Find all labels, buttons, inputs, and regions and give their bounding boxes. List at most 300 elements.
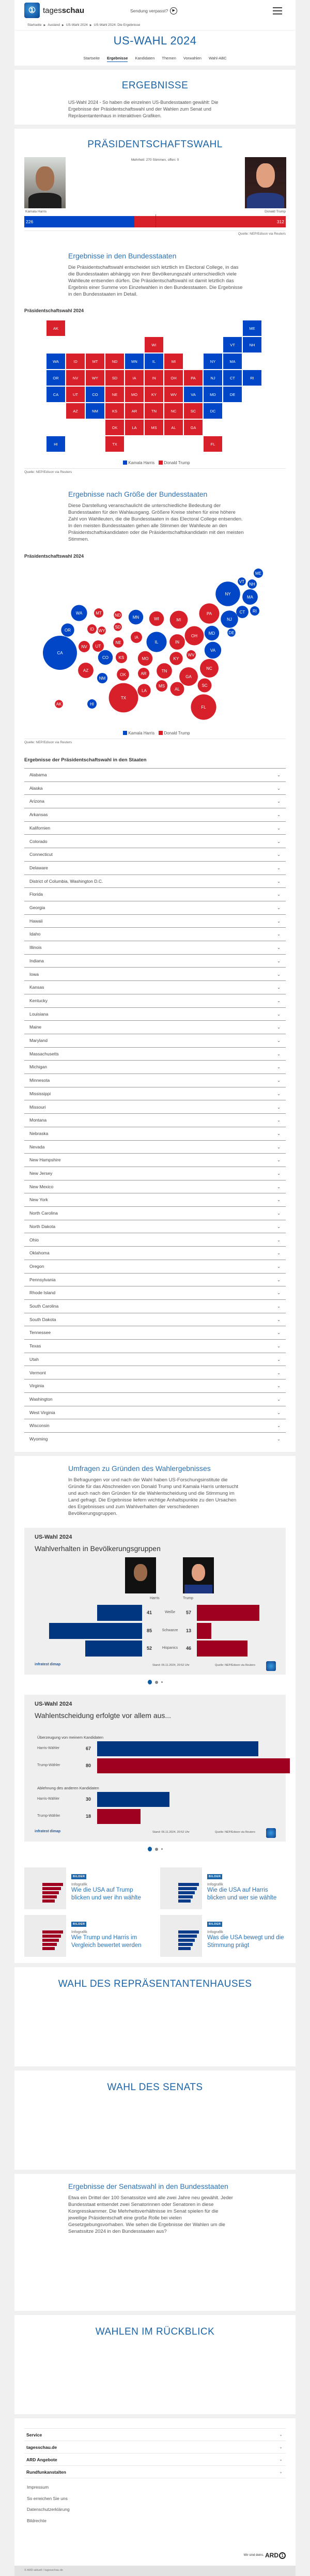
state-row[interactable] (24, 1048, 286, 1061)
state-name: Nebraska (29, 1130, 49, 1136)
ard-logo-text: ARD (265, 2552, 278, 2559)
ard-one-icon: 1 (279, 2552, 286, 2559)
state-label: NC (171, 409, 177, 413)
breadcrumb-separator-icon: ▶ (61, 24, 64, 27)
presidential-title: PRÄSIDENTSCHAFTSWAHL (87, 139, 223, 150)
state-label: GA (190, 425, 196, 430)
state-label: PA (191, 376, 196, 380)
state-name: Washington (29, 1396, 53, 1402)
state-label: IA (132, 376, 136, 380)
bubble-label: MI (176, 618, 181, 622)
chevron-down-icon: ⌄ (277, 1105, 281, 1110)
section-title: US-WAHL 2024 (113, 34, 197, 47)
thumbnail-bar (42, 1935, 61, 1938)
state-row[interactable] (24, 862, 286, 875)
state-row[interactable] (24, 808, 286, 822)
state-row[interactable] (24, 1406, 286, 1420)
chevron-down-icon: ⌄ (279, 2445, 283, 2449)
tab-kandidaten[interactable]: Kandidaten (135, 56, 155, 60)
hamburger-icon (273, 7, 282, 14)
senate-results-card (14, 2174, 296, 2311)
row-label: Trump-Wähler (37, 1814, 60, 1818)
state-name: Iowa (29, 971, 39, 977)
infratest-logo: infratest dimap (35, 1663, 61, 1666)
breadcrumb-separator-icon: ▶ (89, 24, 92, 27)
state-row[interactable] (24, 901, 286, 915)
state-label: UT (73, 392, 78, 397)
intro-card (14, 70, 296, 125)
state-row[interactable] (24, 1393, 286, 1406)
chevron-down-icon: ⌄ (277, 812, 281, 818)
footer (14, 2418, 296, 2576)
state-row[interactable] (24, 1167, 286, 1180)
bubble-label: NE (115, 640, 121, 645)
chart-stand: Stand: 06.11.2024, 20:52 Uhr (152, 1664, 190, 1667)
state-row[interactable] (24, 915, 286, 928)
carousel-dot-active[interactable] (148, 1680, 152, 1684)
legend-trump: Donald Trump (164, 461, 190, 465)
chevron-down-icon: ⌄ (277, 1304, 281, 1309)
value-harris: 52 (147, 1646, 152, 1651)
bubble-label: GA (185, 674, 192, 679)
state-row[interactable] (24, 1101, 286, 1114)
bar-trump (197, 1640, 247, 1657)
state-label: FL (210, 442, 215, 447)
thumbnail-bar (42, 1895, 57, 1898)
state-name: Arizona (29, 799, 44, 804)
state-row[interactable] (24, 1433, 286, 1446)
state-row[interactable] (24, 1034, 286, 1048)
row-label: Harris-Wähler (37, 1746, 60, 1750)
state-row[interactable] (24, 1021, 286, 1034)
teaser-title[interactable]: Wie die USA auf Harris blicken und wer sie wählte (207, 1887, 277, 1901)
category-label: Hispanics (162, 1646, 178, 1650)
bubble-label: CT (239, 610, 245, 615)
state-row[interactable] (24, 1180, 286, 1194)
chart-source: Quelle: NEP/Edison via Reuters (215, 1664, 255, 1667)
teaser-badge: BILDER (71, 1922, 86, 1927)
state-label: MI (171, 359, 176, 364)
state-row[interactable] (24, 1234, 286, 1247)
row-label: Harris-Wähler (37, 1797, 60, 1801)
list-heading: Ergebnisse der Präsidentschaftswahl in den Staaten (24, 757, 147, 763)
bubble-label: MS (159, 684, 165, 688)
size-text: Diese Darstellung veranschaulicht die unterschiedliche Bedeutung der Bundesstaaten für den Wahlausgang. Größere Kreise stehen für eine höhere Zahl von Wahlleuten, die die Bundesstaaten in das Electoral College entsenden. In den meisten Bundesstaaten gehen alle Stimmen der Wahlleute an den Präsidentschaftskandidaten oder die Präsidentschaftskandidatin mit den meisten Stimmen. (68, 503, 244, 542)
tab-ergebnisse[interactable]: Ergebnisse (107, 56, 128, 62)
state-row[interactable] (24, 1141, 286, 1154)
legend-harris: Kamala Harris (128, 461, 155, 465)
chevron-down-icon: ⌄ (277, 945, 281, 950)
breadcrumb-item[interactable]: US-Wahl 2024 (66, 23, 88, 27)
footer-section-label: Rundfunkanstalten (26, 2470, 66, 2475)
chevron-down-icon: ⌄ (277, 1051, 281, 1056)
footer-section[interactable] (24, 2441, 286, 2454)
chevron-down-icon: ⌄ (277, 1038, 281, 1043)
state-row[interactable] (24, 981, 286, 994)
harris-bar (24, 216, 134, 227)
thumbnail-bar (178, 1895, 193, 1898)
state-row[interactable] (24, 782, 286, 795)
value-harris: 41 (147, 1610, 152, 1615)
footer-link[interactable]: Datenschutzerklärung (27, 2507, 70, 2512)
chart-kicker: US-Wahl 2024 (35, 1534, 72, 1540)
state-row[interactable] (24, 941, 286, 955)
state-name: Michigan (29, 1064, 48, 1070)
teaser-thumbnail[interactable] (24, 1915, 66, 1957)
trump-photo-small (183, 1557, 214, 1593)
footer-section-label: tagesschau.de (26, 2445, 57, 2450)
chevron-down-icon: ⌄ (277, 1370, 281, 1375)
teaser-badge: BILDER (207, 1874, 222, 1879)
chevron-down-icon: ⌄ (277, 1025, 281, 1030)
teaser[interactable] (207, 1918, 285, 1950)
state-row[interactable] (24, 1193, 286, 1207)
teaser-kind: Infografik (207, 1929, 223, 1934)
bubble-label: Präsidentschaftswahl 2024 (24, 554, 84, 559)
state-label: WA (53, 359, 59, 364)
chevron-down-icon: ⌄ (277, 1397, 281, 1402)
map-label: Präsidentschaftswahl 2024 (24, 308, 84, 313)
state-row[interactable] (24, 888, 286, 901)
carousel-dot[interactable] (161, 1681, 163, 1683)
bubble-label: VT (239, 579, 245, 584)
teaser-title[interactable]: Was die USA bewegt und die Stimmung prägt (207, 1935, 284, 1949)
state-label: IN (152, 376, 156, 380)
state-label: ME (249, 326, 255, 331)
teaser-title[interactable]: Wie die USA auf Trump blicken und wer ihn wählte (71, 1887, 141, 1901)
state-label: ID (73, 359, 78, 364)
footer-link[interactable]: Impressum (27, 2485, 49, 2490)
senate-title: WAHL DES SENATS (107, 2082, 203, 2093)
chart-source: Quelle: NEP/Edison via Reuters (215, 1831, 255, 1834)
chevron-down-icon: ⌄ (277, 1410, 281, 1415)
chevron-down-icon: ⌄ (279, 2470, 283, 2474)
bubble-label: MT (96, 611, 102, 616)
chevron-down-icon: ⌄ (277, 932, 281, 937)
thumbnail-bar (178, 1935, 197, 1938)
bubble-label: FL (201, 705, 206, 710)
state-name: Texas (29, 1343, 41, 1349)
bubble-label: OK (120, 672, 126, 677)
bubble-label: IA (134, 635, 138, 640)
bar-harris (85, 1640, 142, 1657)
footer-link[interactable]: Bildrechte (27, 2518, 47, 2524)
bubble-label: AZ (83, 668, 89, 673)
majority-note: Mehrheit: 270 Stimmen, offen: 0 (131, 158, 179, 162)
chevron-down-icon: ⌄ (277, 1330, 281, 1336)
chevron-down-icon: ⌄ (277, 1264, 281, 1269)
state-row[interactable] (24, 1260, 286, 1274)
breadcrumb-item[interactable]: Ausland (48, 23, 60, 27)
breadcrumb-separator-icon: ▶ (43, 24, 46, 27)
state-row[interactable] (24, 1286, 286, 1300)
state-row[interactable] (24, 875, 286, 888)
chevron-down-icon: ⌄ (277, 1131, 281, 1136)
thumbnail-bar (42, 1899, 55, 1903)
bar-harris (49, 1623, 142, 1639)
state-row[interactable] (24, 848, 286, 862)
survey-card (14, 1456, 296, 1963)
chevron-down-icon: ⌄ (277, 879, 281, 884)
bubble-label: MO (142, 656, 149, 661)
state-row[interactable] (24, 1274, 286, 1287)
bubble-label: LA (142, 688, 147, 693)
state-label: HI (54, 442, 58, 447)
chevron-down-icon: ⌄ (277, 1211, 281, 1216)
state-name: Illinois (29, 945, 42, 950)
bubble-label: IN (175, 640, 179, 645)
carousel-dot[interactable] (155, 1848, 158, 1851)
state-row[interactable] (24, 955, 286, 968)
state-name: Florida (29, 892, 43, 897)
carousel-dot[interactable] (155, 1681, 158, 1684)
teaser[interactable] (71, 1918, 149, 1950)
state-row[interactable] (24, 968, 286, 982)
state-label: AL (171, 425, 176, 430)
chevron-down-icon: ⌄ (277, 1277, 281, 1282)
teaser-badge: BILDER (71, 1874, 86, 1879)
bubble-label: AR (141, 671, 147, 676)
trump-name: Donald Trump (265, 210, 286, 213)
state-name: North Carolina (29, 1210, 58, 1216)
state-name: Minnesota (29, 1078, 50, 1083)
bubble-label: HI (90, 702, 94, 707)
state-label: MT (92, 359, 98, 364)
breadcrumb-item[interactable]: Startseite (27, 23, 42, 27)
state-name: New Mexico (29, 1184, 54, 1189)
teaser-title[interactable]: Wie Trump und Harris im Vergleich bewertet werden (71, 1935, 142, 1949)
history-card (14, 2315, 296, 2414)
bubble-label: VA (210, 648, 216, 653)
play-icon: ▶ (170, 7, 177, 14)
state-name: Alabama (29, 772, 47, 777)
section-tabs (14, 56, 296, 60)
chevron-down-icon: ⌄ (277, 1357, 281, 1362)
row-value: 80 (86, 1763, 91, 1768)
state-name: Kalifornien (29, 825, 51, 831)
bubble-label: ND (115, 613, 121, 618)
state-row[interactable] (24, 1074, 286, 1087)
chart-title: Wahlverhalten in Bevölkerungsgruppen (35, 1544, 161, 1553)
bubble-label: NV (81, 645, 87, 649)
state-row[interactable] (24, 769, 286, 782)
bubble-label: DE (228, 631, 235, 635)
state-row[interactable] (24, 994, 286, 1008)
state-name: Oklahoma (29, 1250, 50, 1256)
chevron-down-icon: ⌄ (277, 892, 281, 897)
state-label: NM (92, 409, 98, 413)
state-name: Mississippi (29, 1091, 51, 1096)
chevron-down-icon: ⌄ (277, 958, 281, 963)
thumbnail-bar (42, 1943, 57, 1946)
chevron-down-icon: ⌄ (277, 773, 281, 777)
state-row[interactable] (24, 1008, 286, 1021)
chevron-down-icon: ⌄ (277, 1118, 281, 1123)
bubble-label: WI (154, 617, 159, 621)
state-label: DE (229, 392, 236, 397)
thumbnail-bar (178, 1883, 199, 1886)
teaser-kind: Infografik (71, 1882, 87, 1887)
size-heading: Ergebnisse nach Größe der Bundesstaaten (68, 490, 208, 498)
tab-vorwahlen[interactable]: Vorwahlen (183, 56, 202, 60)
state-label: NH (249, 343, 255, 347)
state-row[interactable] (24, 1353, 286, 1367)
group-label: Ablehnung des anderen Kandidaten (37, 1786, 99, 1790)
history-title: WAHLEN IM RÜCKBLICK (95, 2326, 215, 2337)
state-label: AR (131, 409, 137, 413)
missed-show-link[interactable] (130, 7, 177, 14)
state-row[interactable] (24, 1300, 286, 1313)
thumbnail-bar (42, 1883, 63, 1886)
bubble-label: WV (188, 653, 195, 657)
thumbnail-bar (42, 1887, 61, 1890)
carousel-dots[interactable] (14, 1678, 296, 1687)
thumbnail-bar (42, 1891, 59, 1894)
state-name: Nevada (29, 1144, 45, 1149)
ard-logo[interactable] (244, 2552, 286, 2559)
chevron-down-icon: ⌄ (277, 1144, 281, 1149)
state-row[interactable] (24, 1207, 286, 1220)
state-label: MO (131, 392, 138, 397)
footer-section[interactable] (24, 2429, 286, 2441)
footer-section[interactable] (24, 2466, 286, 2478)
chevron-down-icon: ⌄ (277, 1291, 281, 1296)
state-row[interactable] (24, 1114, 286, 1127)
bubble-label: ID (90, 627, 94, 632)
bubble-source: Quelle: NEP/Edison via Reuters (24, 741, 72, 744)
value-harris: 85 (147, 1628, 152, 1633)
state-row[interactable] (24, 928, 286, 941)
bubble-label: NM (99, 676, 106, 681)
state-row[interactable] (24, 795, 286, 808)
state-row[interactable] (24, 1326, 286, 1340)
bubble-label: SC (202, 683, 208, 688)
teaser[interactable] (71, 1870, 149, 1902)
thumbnail-bar (178, 1930, 199, 1934)
state-row[interactable] (24, 822, 286, 835)
bar-harris (97, 1605, 142, 1621)
group-label: Überzeugung von meinem Kandidaten (37, 1735, 104, 1740)
state-label: NJ (210, 376, 215, 380)
chevron-down-icon: ⌄ (277, 1198, 281, 1203)
teaser-thumbnail[interactable] (160, 1867, 202, 1909)
logo-text-bold: schau (61, 6, 85, 15)
bubble-label: CA (57, 651, 63, 655)
menu-button[interactable] (273, 7, 282, 14)
missed-show-label: Sendung verpasst? (130, 8, 168, 13)
chevron-down-icon: ⌄ (277, 918, 281, 924)
bubble-label: SD (115, 625, 121, 630)
state-name: Louisiana (29, 1011, 49, 1017)
state-name: Ohio (29, 1237, 39, 1243)
bubble-label: WA (75, 611, 83, 616)
carousel-dot-active[interactable] (148, 1847, 152, 1851)
us-election-map[interactable] (47, 320, 264, 455)
thumbnail-bar (42, 1939, 59, 1942)
carousel-dots[interactable] (14, 1845, 296, 1854)
harris-photo (24, 157, 66, 208)
teaser-thumbnail[interactable] (160, 1915, 202, 1957)
bar (97, 1809, 141, 1824)
category-label: Weiße (164, 1611, 176, 1614)
state-name: North Dakota (29, 1223, 56, 1229)
bubble-label: WY (98, 628, 105, 633)
bubble-chart[interactable] (14, 566, 296, 721)
footer-link[interactable]: So erreichen Sie uns (27, 2495, 68, 2501)
tab-startseite[interactable]: Startseite (83, 56, 100, 60)
harris-votes: 226 (26, 219, 34, 224)
state-name: Delaware (29, 865, 48, 870)
value-trump: 57 (186, 1610, 192, 1615)
footer-section-label: ARD Angebote (26, 2457, 57, 2462)
chevron-down-icon: ⌄ (277, 786, 281, 791)
bubble-label: ME (255, 571, 261, 576)
house-card (14, 1967, 296, 2066)
state-label: CO (92, 392, 98, 397)
carousel-dot[interactable] (161, 1848, 163, 1850)
logo[interactable] (24, 3, 84, 18)
state-row[interactable] (24, 1220, 286, 1234)
state-name: South Dakota (29, 1316, 56, 1322)
state-row[interactable] (24, 1367, 286, 1380)
teaser[interactable] (207, 1870, 285, 1902)
row-value: 67 (86, 1746, 91, 1751)
bar (97, 1741, 258, 1756)
tab-themen[interactable]: Themen (162, 56, 176, 60)
bubble-label: PA (206, 611, 212, 616)
teaser-thumbnail[interactable] (24, 1867, 66, 1909)
chevron-down-icon: ⌄ (277, 825, 281, 831)
chevron-down-icon: ⌄ (277, 1437, 281, 1442)
state-row[interactable] (24, 1061, 286, 1074)
state-label: CT (230, 376, 235, 380)
tagesschau-small-logo-icon (266, 1828, 276, 1838)
legend-swatch-trump (159, 731, 163, 735)
state-label: RI (250, 376, 254, 380)
state-label: IL (152, 359, 156, 364)
chevron-down-icon: ⌄ (277, 865, 281, 870)
state-name: Maine (29, 1024, 42, 1030)
state-row[interactable] (24, 1127, 286, 1141)
senate-card (14, 2071, 296, 2170)
harris-name: Kamala Harris (25, 210, 47, 213)
state-row[interactable] (24, 1247, 286, 1260)
state-label: TN (151, 409, 157, 413)
bubble-label: IL (154, 640, 159, 645)
tab-wahl-abc[interactable]: Wahl-ABC (208, 56, 227, 60)
state-row[interactable] (24, 1340, 286, 1353)
state-label: LA (132, 425, 137, 430)
trump-col-label: Trump (183, 1597, 193, 1600)
state-row[interactable] (24, 835, 286, 849)
state-row[interactable] (24, 1313, 286, 1327)
state-name: Montana (29, 1117, 47, 1123)
bubble-label: CO (102, 655, 109, 660)
state-row[interactable] (24, 1087, 286, 1101)
value-trump: 13 (186, 1628, 192, 1633)
breadcrumb-item[interactable]: US-Wahl 2024: Die Ergebnisse (94, 23, 141, 27)
thumbnail-bar (178, 1947, 191, 1950)
state-label: SC (190, 409, 196, 413)
thumbnail-bar (178, 1887, 197, 1890)
breadcrumb (27, 23, 140, 27)
state-row[interactable] (24, 1154, 286, 1167)
footer-section[interactable] (24, 2454, 286, 2466)
state-row[interactable] (24, 1379, 286, 1393)
state-row[interactable] (24, 1419, 286, 1433)
thumbnail-bar (178, 1891, 195, 1894)
state-label: OK (112, 425, 118, 430)
